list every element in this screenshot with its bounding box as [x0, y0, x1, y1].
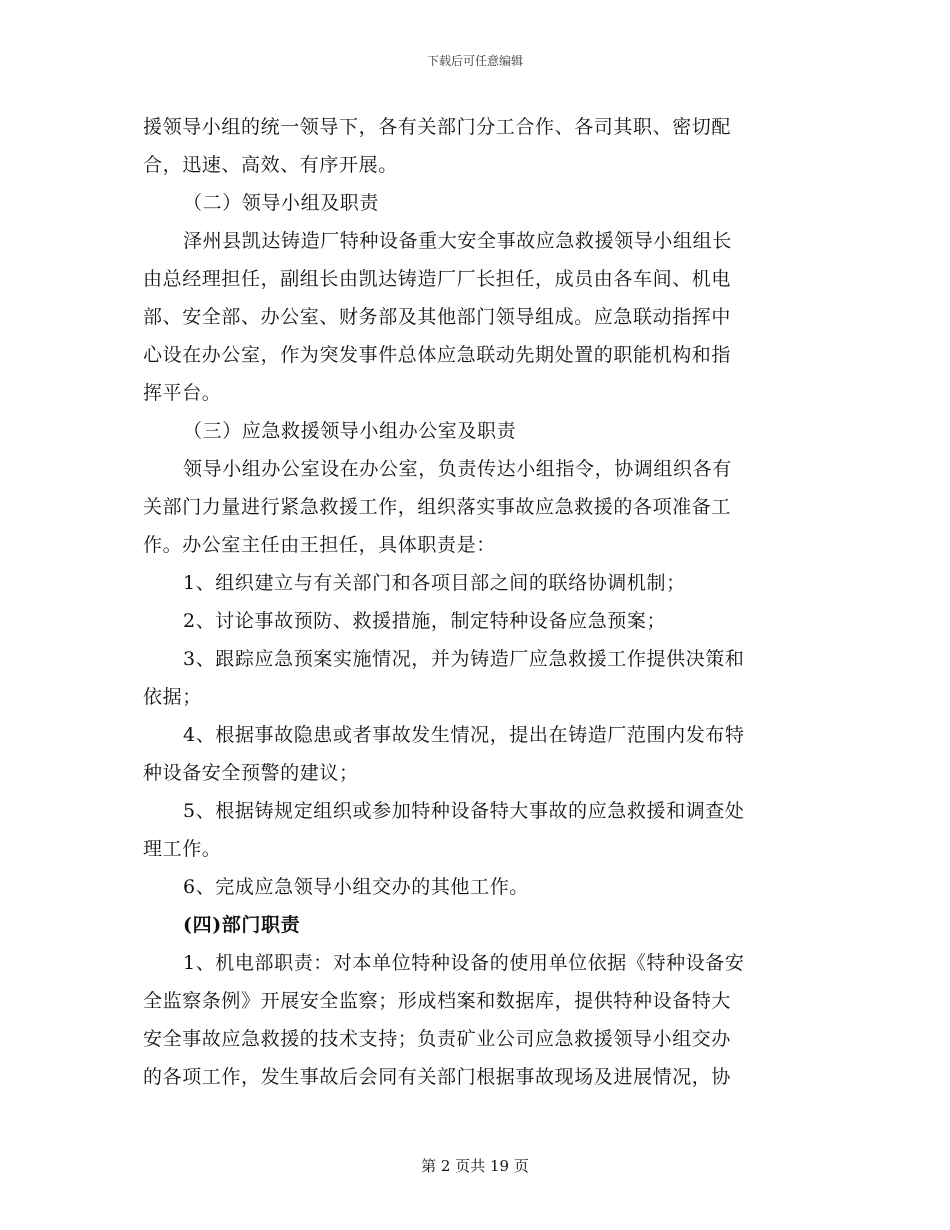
page-header: 下载后可任意编辑	[426, 54, 523, 68]
text-line: 作。办公室主任由王担任，具体职责是：	[143, 534, 496, 556]
list-item: 1、机电部职责：对本单位特种设备的使用单位依据《特种设备安	[183, 952, 745, 974]
section-heading: （二）领导小组及职责	[183, 192, 380, 214]
text-line: 理工作。	[143, 838, 222, 860]
section-heading: (四)部门职责	[183, 914, 301, 936]
text-line: 领导小组办公室设在办公室，负责传达小组指令，协调组织各有	[183, 458, 732, 480]
text-line: 合，迅速、高效、有序开展。	[143, 154, 398, 176]
list-item: 1、组织建立与有关部门和各项目部之间的联络协调机制；	[183, 572, 686, 594]
text-line: 援领导小组的统一领导下，各有关部门分工合作、各司其职、密切配	[143, 116, 732, 138]
section-heading: （三）应急救援领导小组办公室及职责	[183, 420, 517, 442]
list-item: 5、根据铸规定组织或参加特种设备特大事故的应急救援和调查处	[183, 800, 745, 822]
text-line: 部、安全部、办公室、财务部及其他部门领导组成。应急联动指挥中	[143, 306, 732, 328]
list-item: 3、跟踪应急预案实施情况，并为铸造厂应急救援工作提供决策和	[183, 648, 745, 670]
document-body	[143, 108, 811, 1096]
text-line: 的各项工作，发生事故后会同有关部门根据事故现场及进展情况，协	[143, 1066, 732, 1088]
list-item: 2、讨论事故预防、救援措施，制定特种设备应急预案；	[183, 610, 667, 632]
text-line: 关部门力量进行紧急救援工作，组织落实事故应急救援的各项准备工	[143, 496, 732, 518]
text-line: 种设备安全预警的建议；	[143, 762, 359, 784]
text-line: 挥平台。	[143, 382, 222, 404]
text-line: 由总经理担任，副组长由凯达铸造厂厂长担任，成员由各车间、机电	[143, 268, 732, 290]
text-line: 安全事故应急救援的技术支持；负责矿业公司应急救援领导小组交办	[143, 1028, 732, 1050]
list-item: 4、根据事故隐患或者事故发生情况，提出在铸造厂范围内发布特	[183, 724, 745, 746]
list-item: 6、完成应急领导小组交办的其他工作。	[183, 876, 529, 898]
text-line: 全监察条例》开展安全监察；形成档案和数据库，提供特种设备特大	[143, 990, 732, 1012]
text-line: 泽州县凯达铸造厂特种设备重大安全事故应急救援领导小组组长	[183, 230, 732, 252]
text-line: 依据；	[143, 686, 202, 708]
text-line: 心设在办公室，作为突发事件总体应急联动先期处置的职能机构和指	[143, 344, 732, 366]
page-footer: 第 2 页共 19 页	[421, 1157, 529, 1175]
